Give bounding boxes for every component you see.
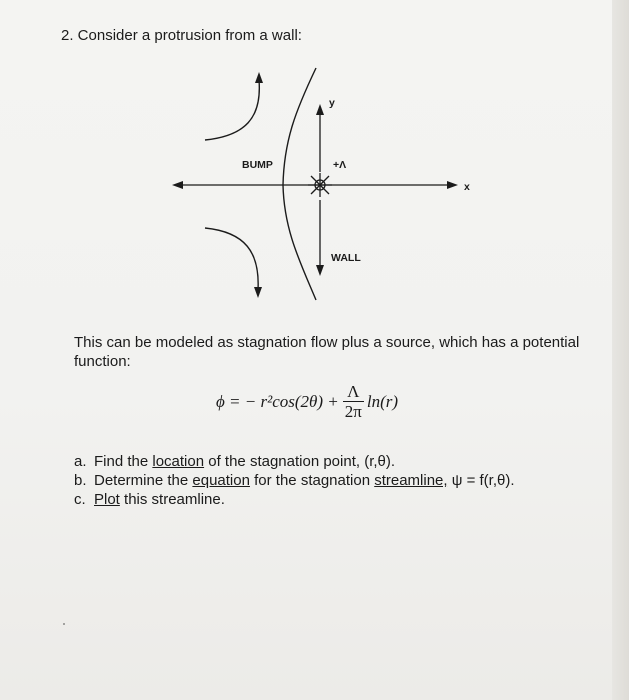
task-letter: a. xyxy=(74,453,87,470)
equation-denominator: 2π xyxy=(344,402,362,421)
task-text: of the stagnation point, (r,θ). xyxy=(204,453,396,470)
task-text: this streamline. xyxy=(119,491,225,508)
task-underlined-text: location xyxy=(152,453,205,470)
source-symbol xyxy=(308,173,332,197)
task-underlined-text: Plot xyxy=(94,491,120,508)
task-list xyxy=(74,452,515,509)
bump-curve xyxy=(283,68,316,300)
intro-text: This can be modeled as stagnation flow plus a source, which has a potential function: xyxy=(74,334,580,370)
protrusion-diagram xyxy=(0,0,629,330)
upper-streamline xyxy=(205,80,259,140)
paper-speck xyxy=(63,623,65,625)
wall-label: WALL xyxy=(331,252,361,264)
problem-heading: 2. Consider a protrusion from a wall: xyxy=(61,27,302,44)
source-strength-label: +Λ xyxy=(333,159,347,171)
task-text: for the stagnation xyxy=(249,472,375,489)
x-axis-right-arrow xyxy=(447,181,458,189)
task-text: ψ = f(r,θ). xyxy=(447,472,515,489)
task-letter: c. xyxy=(74,491,86,508)
x-axis-left-arrow xyxy=(172,181,183,189)
equation-numerator: Λ xyxy=(343,382,364,402)
task-underlined-text: streamline, xyxy=(374,472,448,489)
task-underlined-text: equation xyxy=(192,472,250,489)
task-c xyxy=(74,490,515,509)
lower-streamline xyxy=(205,228,258,290)
equation-right: ln(r) xyxy=(366,391,399,411)
task-a xyxy=(74,452,515,471)
task-letter: b. xyxy=(74,472,87,489)
lower-streamline-arrow xyxy=(254,287,262,298)
x-axis-label: x xyxy=(464,181,470,193)
equation-fraction xyxy=(343,382,364,421)
y-axis-label: y xyxy=(329,97,335,109)
y-axis-up-arrow xyxy=(316,104,324,115)
bump-label: BUMP xyxy=(242,159,273,171)
task-b xyxy=(74,471,515,490)
equation-left: ϕ = − r²cos(2θ) + xyxy=(216,391,339,411)
task-text: Determine the xyxy=(94,472,193,489)
potential-function-equation xyxy=(216,382,398,421)
y-axis-down-arrow xyxy=(316,265,324,276)
task-text: Find the xyxy=(94,453,153,470)
upper-streamline-arrow xyxy=(255,72,263,83)
